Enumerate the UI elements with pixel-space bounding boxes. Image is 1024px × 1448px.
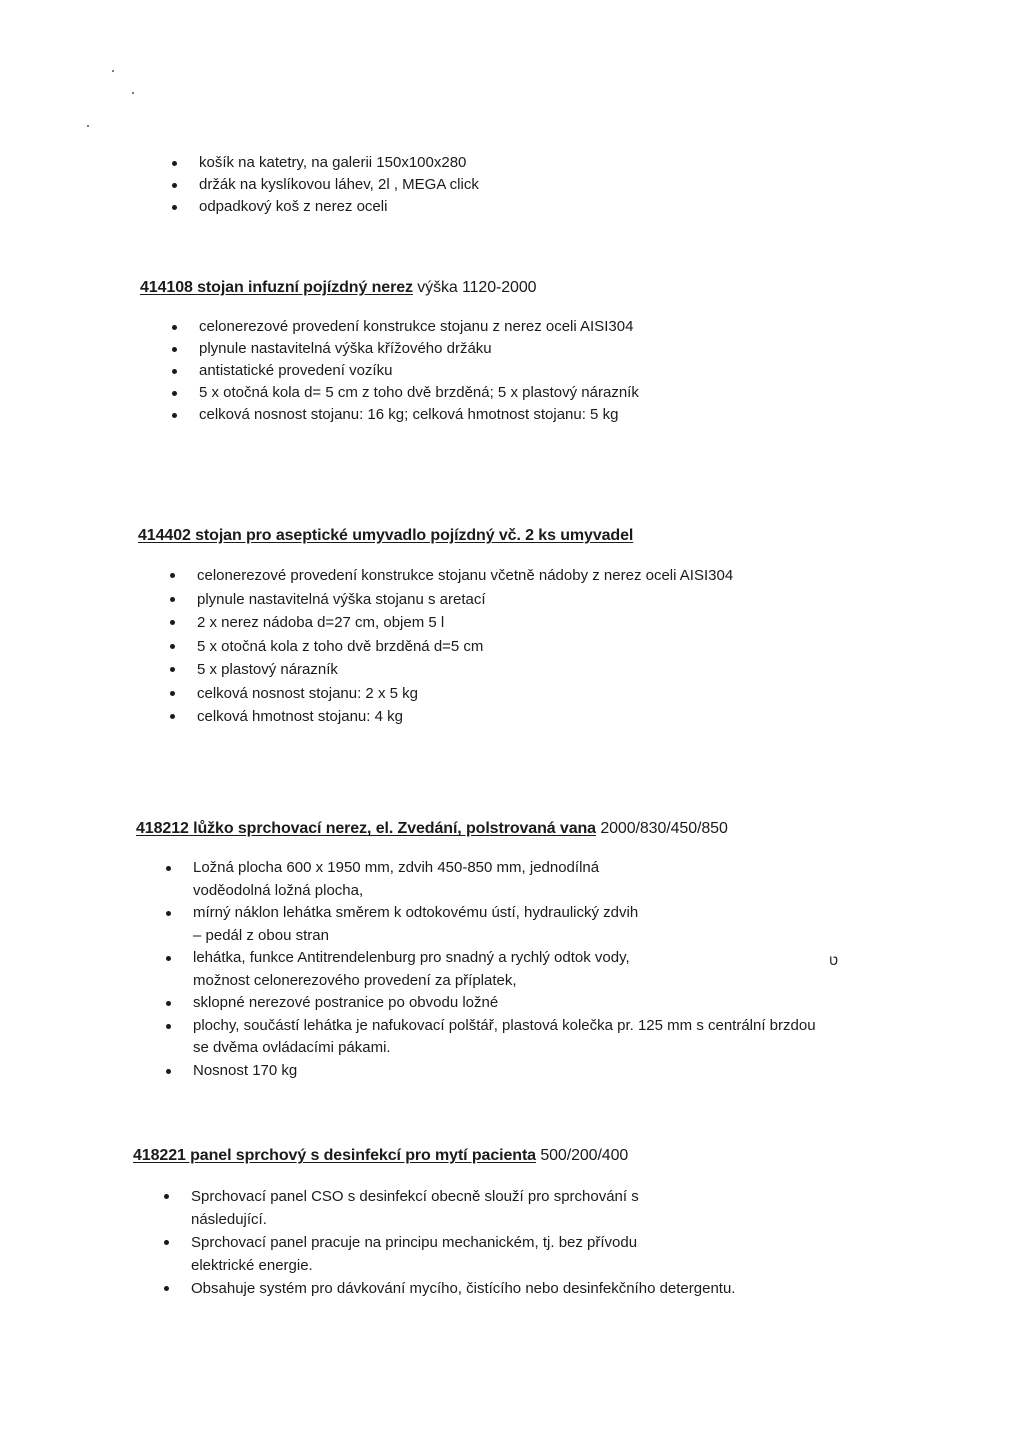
top-bullet-list [170, 152, 479, 218]
list-item [164, 857, 816, 902]
list-item [162, 1277, 735, 1300]
section-heading [138, 527, 633, 545]
list-item: celková hmotnost stojanu: 4 kg [168, 705, 733, 729]
top-bullet-list-section [170, 152, 479, 218]
section-414402 [138, 527, 633, 545]
list-item [164, 1060, 816, 1083]
item-line: – pedál z obou stran [193, 926, 329, 944]
section-418212 [136, 820, 728, 838]
section-414402-list [168, 564, 733, 729]
list-item: 2 x nerez nádoba d=27 cm, objem 5 l [168, 611, 733, 635]
list-item [164, 947, 816, 992]
section-418221 [133, 1147, 628, 1165]
item-line: možnost celonerezového provedení za příplatek, [193, 971, 517, 989]
item-line: Sprchovací panel CSO s desinfekcí obecně slouží pro sprchování s [191, 1188, 639, 1205]
list-item: držák na kyslíkovou láhev, 2l , MEGA click [170, 174, 479, 196]
section-414108 [140, 279, 536, 297]
list-item: košík na katetry, na galerii 150x100x280 [170, 152, 479, 174]
list-item: celková nosnost stojanu: 16 kg; celková hmotnost stojanu: 5 kg [170, 404, 639, 426]
section-title: 414402 stojan pro aseptické umyvadlo pojízdný vč. 2 ks umyvadel [138, 527, 634, 544]
section-heading [133, 1147, 628, 1165]
stray-mark: ט [829, 952, 839, 968]
item-line: mírný náklon lehátka směrem k odtokovému ústí, hydraulický zdvih [193, 904, 639, 921]
list-item: 5 x plastový nárazník [168, 658, 733, 682]
item-line: voděodolná ložná plocha, [193, 881, 364, 899]
section-title: 414108 stojan infuzní pojízdný nerez [140, 279, 413, 296]
section-dimensions: 500/200/400 [535, 1147, 629, 1164]
list-item [164, 992, 816, 1015]
scan-speck [132, 92, 134, 94]
item-line: plochy, součástí lehátka je nafukovací polštář, plastová kolečka pr. 125 mm s centrální brzdou [193, 1016, 816, 1034]
item-line: se dvěma ovládacími pákami. [193, 1039, 391, 1056]
section-418221-list [162, 1185, 735, 1300]
section-heading [140, 279, 536, 297]
list-item: odpadkový koš z nerez oceli [170, 196, 479, 218]
section-418212-list-wrap [164, 857, 816, 1082]
section-heading [136, 820, 728, 838]
list-item: celonerezové provedení konstrukce stojanu z nerez oceli AISI304 [170, 316, 639, 338]
section-title: 418221 panel sprchový s desinfekcí pro mytí pacienta [133, 1147, 536, 1164]
scan-speck [112, 70, 114, 72]
item-line: lehátka, funkce Antitrendelenburg pro snadný a rychlý odtok vody, [193, 949, 630, 966]
item-line: Obsahuje systém pro dávkování mycího, čistícího nebo desinfekčního detergentu. [191, 1280, 736, 1297]
item-line: Sprchovací panel pracuje na principu mechanickém, tj. bez přívodu [191, 1234, 638, 1251]
item-line: sklopné nerezové postranice po obvodu ložné [193, 994, 499, 1011]
list-item: celonerezové provedení konstrukce stojanu včetně nádoby z nerez oceli AISI304 [168, 564, 733, 588]
section-414402-list-wrap [168, 564, 733, 729]
section-title: 418212 lůžko sprchovací nerez, el. Zvedání, polstrovaná vana [136, 820, 596, 837]
list-item [162, 1231, 735, 1277]
item-line: elektrické energie. [191, 1257, 313, 1274]
list-item: 5 x otočná kola z toho dvě brzděná d=5 cm [168, 635, 733, 659]
scan-speck [87, 125, 89, 127]
section-414108-list-wrap [170, 316, 639, 426]
section-414108-list [170, 316, 639, 426]
section-418221-list-wrap [162, 1185, 735, 1300]
list-item: antistatické provedení vozíku [170, 360, 639, 382]
section-418212-list [164, 857, 816, 1082]
list-item [164, 1015, 816, 1060]
item-line: Nosnost 170 kg [193, 1061, 298, 1079]
item-line: následující. [191, 1211, 267, 1228]
list-item: celková nosnost stojanu: 2 x 5 kg [168, 682, 733, 706]
item-line: Ložná plocha 600 x 1950 mm, zdvih 450-850 mm, jednodílná [193, 859, 600, 876]
section-dimensions: výška 1120-2000 [412, 279, 537, 296]
list-item: plynule nastavitelná výška stojanu s aretací [168, 588, 733, 612]
list-item: 5 x otočná kola d= 5 cm z toho dvě brzděná; 5 x plastový nárazník [170, 382, 639, 404]
list-item: plynule nastavitelná výška křížového držáku [170, 338, 639, 360]
section-dimensions: 2000/830/450/850 [595, 820, 728, 837]
list-item [162, 1185, 735, 1231]
list-item [164, 902, 816, 947]
